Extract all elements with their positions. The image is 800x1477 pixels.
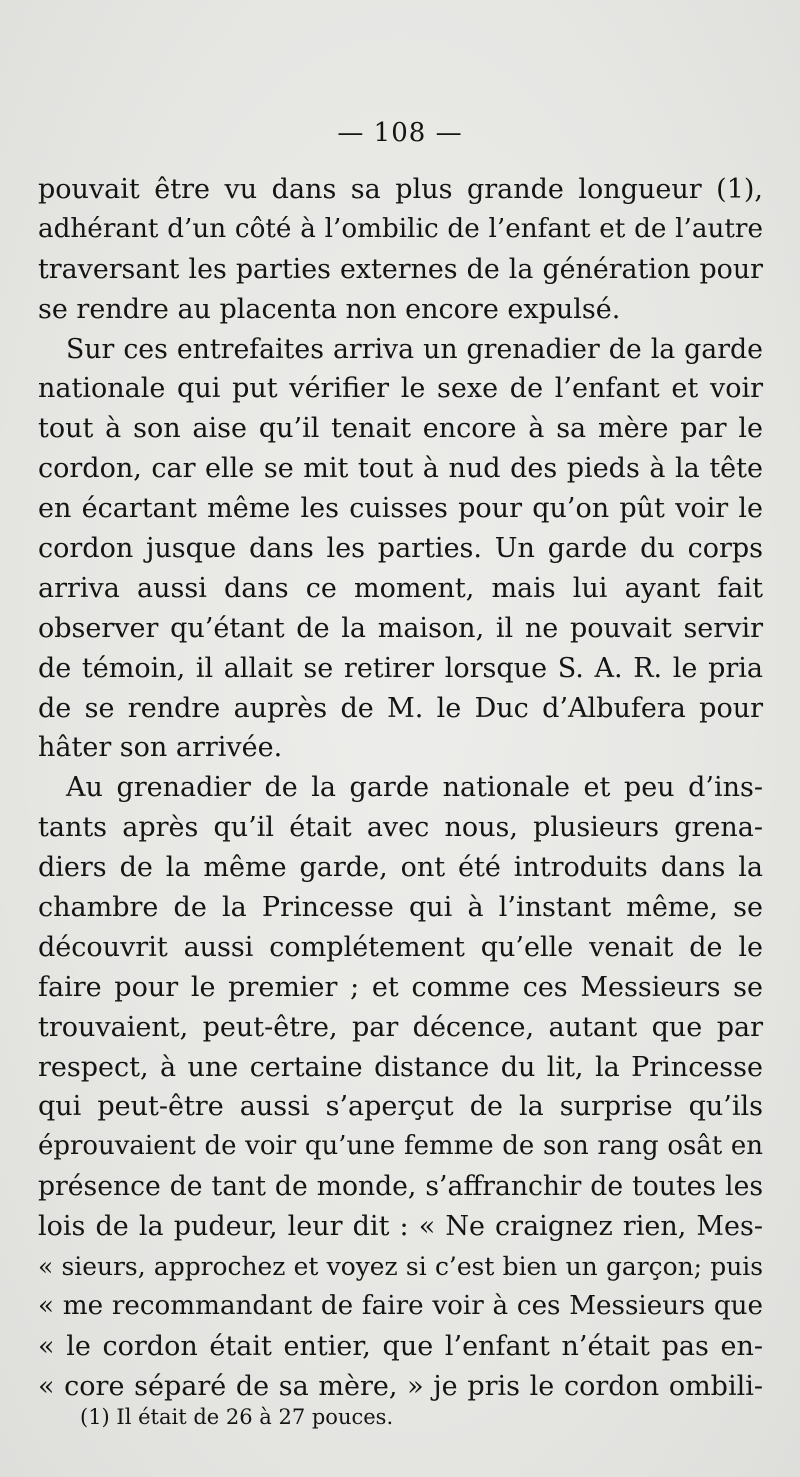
text-line: en écartant même les cuisses pour qu’on pût voir le bbox=[38, 493, 763, 525]
text-line: « le cordon était entier, que l’enfant n’était pas en- bbox=[38, 1330, 763, 1362]
text-line: trouvaient, peut-être, par décence, autant que par bbox=[38, 1011, 763, 1043]
text-line: présence de tant de monde, s’affranchir de toutes les bbox=[38, 1171, 763, 1203]
text-line: cordon, car elle se mit tout à nud des pieds à la tête bbox=[38, 453, 763, 485]
text-line: nationale qui put vérifier le sexe de l’enfant et voir bbox=[38, 373, 763, 405]
text-line: tout à son aise qu’il tenait encore à sa mère par le bbox=[38, 413, 763, 445]
text-line: traversant les parties externes de la génération pour bbox=[38, 253, 763, 285]
text-line: Sur ces entrefaites arriva un grenadier de la garde bbox=[66, 333, 763, 365]
text-line: chambre de la Princesse qui à l’instant même, se bbox=[38, 892, 763, 924]
text-line: qui peut-être aussi s’aperçut de la surprise qu’ils bbox=[38, 1091, 763, 1123]
text-line: « me recommandant de faire voir à ces Messieurs que bbox=[38, 1290, 763, 1321]
text-line: de se rendre auprès de M. le Duc d’Albufera pour bbox=[38, 692, 763, 724]
text-line: diers de la même garde, ont été introduits dans la bbox=[38, 852, 763, 884]
text-line: adhérant d’un côté à l’ombilic de l’enfant et de l’autre bbox=[38, 213, 763, 244]
text-line: observer qu’étant de la maison, il ne pouvait servir bbox=[38, 612, 763, 644]
text-line: respect, à une certaine distance du lit, la Princesse bbox=[38, 1051, 763, 1083]
text-line: Au grenadier de la garde nationale et peu d’ins- bbox=[66, 772, 763, 804]
text-line: lois de la pudeur, leur dit : « Ne craignez rien, Mes- bbox=[38, 1211, 763, 1243]
page-number: — 108 — bbox=[337, 118, 463, 148]
text-line: « sieurs, approchez et voyez si c’est bien un garçon; puis bbox=[38, 1252, 763, 1282]
text-line: tants après qu’il était avec nous, plusieurs grena- bbox=[38, 812, 763, 844]
text-line: cordon jusque dans les parties. Un garde du corps bbox=[38, 533, 763, 565]
footnote: (1) Il était de 26 à 27 pouces. bbox=[80, 1405, 394, 1429]
text-line: découvrit aussi complétement qu’elle venait de le bbox=[38, 931, 763, 963]
text-line: pouvait être vu dans sa plus grande longueur (1), bbox=[38, 174, 763, 205]
text-line: faire pour le premier ; et comme ces Messieurs se bbox=[38, 971, 763, 1003]
text-line: hâter son arrivée. bbox=[38, 732, 283, 764]
text-line: se rendre au placenta non encore expulsé. bbox=[38, 293, 621, 325]
text-line: « core séparé de sa mère, » je pris le cordon ombili- bbox=[38, 1370, 763, 1402]
text-line: éprouvaient de voir qu’une femme de son rang osât en bbox=[38, 1131, 763, 1162]
text-line: de témoin, il allait se retirer lorsque S. A. R. le pria bbox=[38, 652, 763, 684]
text-line: arriva aussi dans ce moment, mais lui ayant fait bbox=[38, 572, 763, 604]
body-text bbox=[38, 170, 763, 1407]
